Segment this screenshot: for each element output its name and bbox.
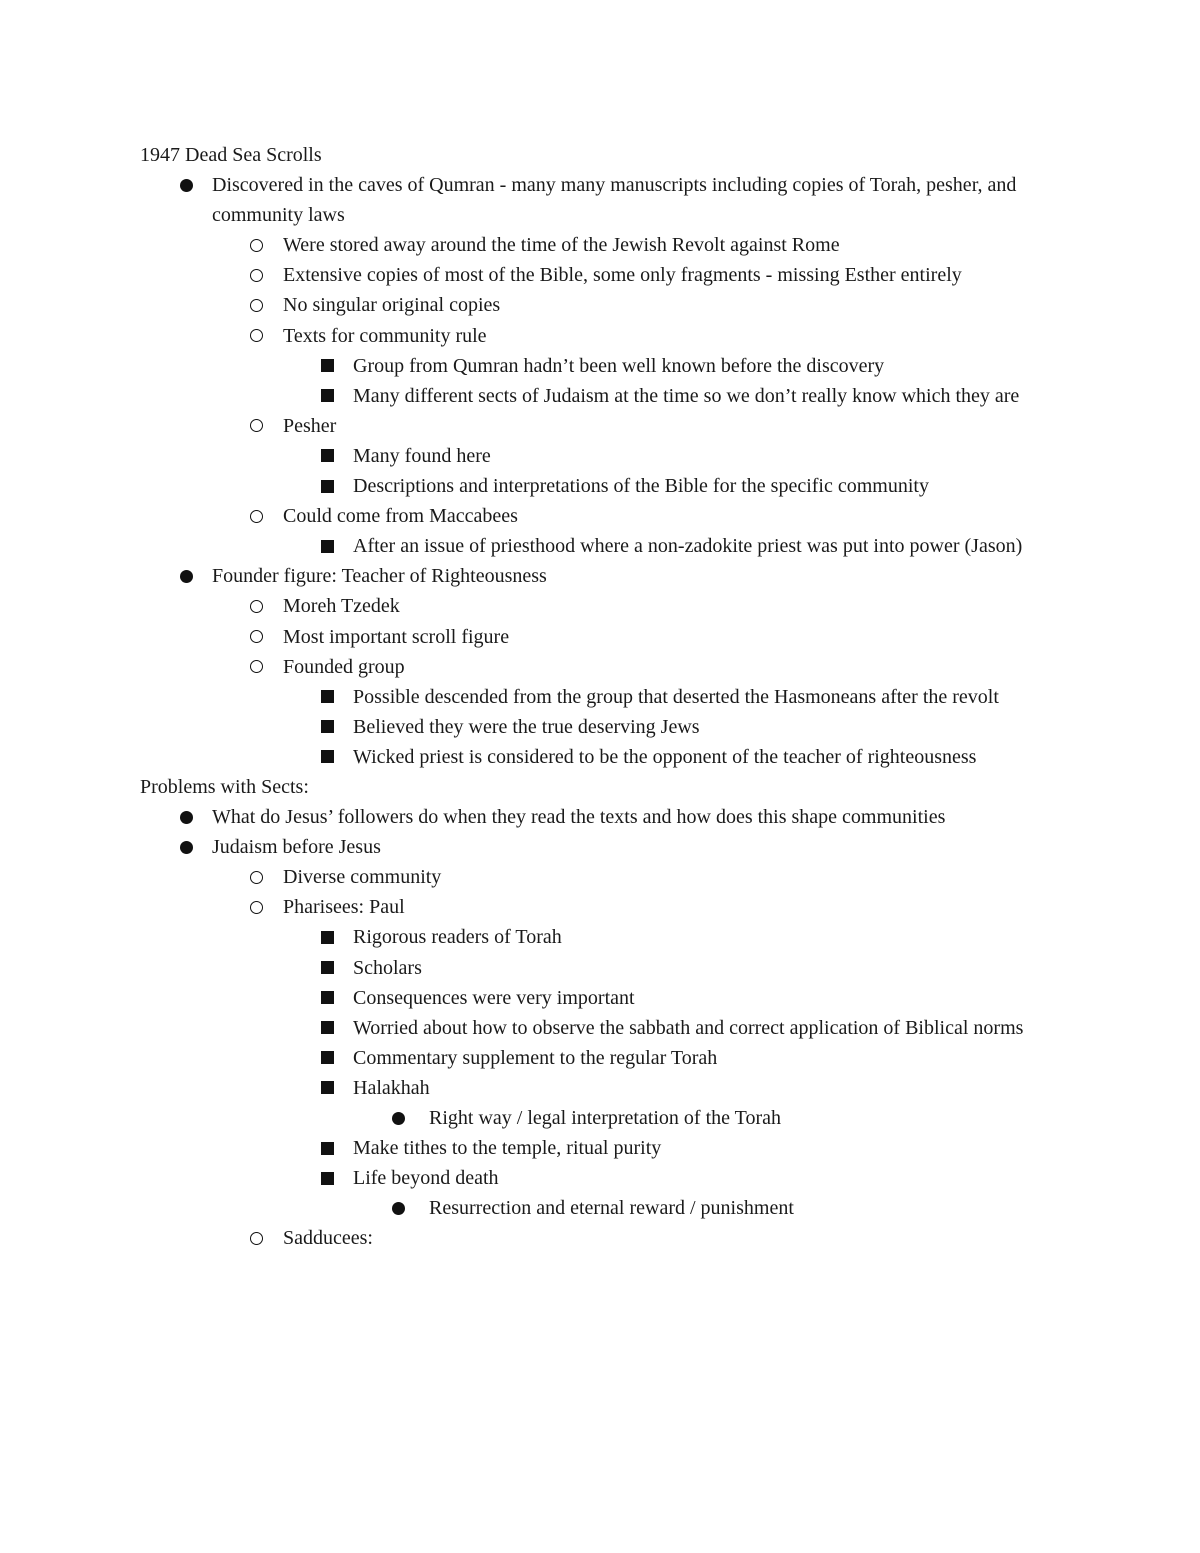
list-item-text: Scholars xyxy=(353,956,422,979)
list-item xyxy=(140,892,1060,922)
list-item-text: Most important scroll figure xyxy=(283,625,510,648)
square-bullet-icon xyxy=(321,381,334,411)
list-item-text: Wicked priest is considered to be the opponent of the teacher of righteousness xyxy=(353,745,977,768)
hollow-bullet-icon xyxy=(250,622,263,652)
square-bullet-icon xyxy=(321,1163,334,1193)
list-item xyxy=(140,712,1060,742)
list-item-text: Could come from Maccabees xyxy=(283,505,518,528)
hollow-bullet-icon xyxy=(250,1223,263,1253)
list-item-text: Possible descended from the group that deserted the Hasmoneans after the revolt xyxy=(353,685,999,708)
filled-bullet-icon xyxy=(180,561,193,591)
list-item-text: Worried about how to observe the sabbath and correct application of Biblical norms xyxy=(353,1016,1024,1039)
square-bullet-icon xyxy=(321,531,334,561)
list-item-text: What do Jesus’ followers do when they read the texts and how does this shape communities xyxy=(212,806,946,829)
list-item xyxy=(140,1193,1060,1223)
list-item xyxy=(140,1013,1060,1043)
filled-bullet-icon xyxy=(180,170,193,200)
hollow-bullet-icon xyxy=(250,321,263,351)
list-item-text: Extensive copies of most of the Bible, some only fragments - missing Esther entirely xyxy=(283,264,962,287)
section-heading: Problems with Sects: xyxy=(140,775,309,798)
square-bullet-icon xyxy=(321,983,334,1013)
list-item xyxy=(140,351,1060,381)
filled-bullet-icon xyxy=(392,1193,405,1223)
list-item xyxy=(140,411,1060,441)
list-item-text: Founder figure: Teacher of Righteousness xyxy=(212,565,547,588)
list-item xyxy=(140,1073,1060,1103)
list-item xyxy=(140,381,1060,411)
list-item-text: Rigorous readers of Torah xyxy=(353,926,562,949)
list-item xyxy=(140,321,1060,351)
list-item xyxy=(140,1163,1060,1193)
notes-content xyxy=(140,140,1060,1253)
list-item xyxy=(140,260,1060,290)
square-bullet-icon xyxy=(321,953,334,983)
list-item-text: Were stored away around the time of the Jewish Revolt against Rome xyxy=(283,234,840,257)
hollow-bullet-icon xyxy=(250,862,263,892)
list-item-text: Life beyond death xyxy=(353,1167,499,1190)
list-item xyxy=(140,622,1060,652)
square-bullet-icon xyxy=(321,441,334,471)
square-bullet-icon xyxy=(321,1133,334,1163)
square-bullet-icon xyxy=(321,1073,334,1103)
list-item xyxy=(140,832,1060,862)
list-item xyxy=(140,290,1060,320)
square-bullet-icon xyxy=(321,682,334,712)
hollow-bullet-icon xyxy=(250,591,263,621)
list-item-text: Many different sects of Judaism at the time so we don’t really know which they are xyxy=(353,384,1020,407)
hollow-bullet-icon xyxy=(250,892,263,922)
list-item xyxy=(140,441,1060,471)
list-item-text: Moreh Tzedek xyxy=(283,595,400,618)
filled-bullet-icon xyxy=(180,802,193,832)
list-item-text: Resurrection and eternal reward / punishment xyxy=(429,1197,794,1220)
list-item-text: Founded group xyxy=(283,655,405,678)
list-item xyxy=(140,531,1060,561)
list-item xyxy=(140,862,1060,892)
list-item xyxy=(140,1043,1060,1073)
hollow-bullet-icon xyxy=(250,230,263,260)
list-item-text: Descriptions and interpretations of the Bible for the specific community xyxy=(353,475,929,498)
list-item-text: Pharisees: Paul xyxy=(283,896,405,919)
square-bullet-icon xyxy=(321,712,334,742)
list-item-text: Judaism before Jesus xyxy=(212,836,381,859)
list-item xyxy=(140,682,1060,712)
list-item xyxy=(140,501,1060,531)
list-item xyxy=(140,230,1060,260)
list-item-text: Pesher xyxy=(283,414,337,437)
filled-bullet-icon xyxy=(180,832,193,862)
hollow-bullet-icon xyxy=(250,290,263,320)
hollow-bullet-icon xyxy=(250,411,263,441)
list-item xyxy=(140,591,1060,621)
list-item xyxy=(140,742,1060,772)
list-item-text: Discovered in the caves of Qumran - many many manuscripts including copies of Torah, pesher, and community laws xyxy=(212,174,1017,227)
square-bullet-icon xyxy=(321,1043,334,1073)
list-item-text: Commentary supplement to the regular Torah xyxy=(353,1046,718,1069)
list-item-text: Right way / legal interpretation of the Torah xyxy=(429,1107,782,1129)
list-item-text: Texts for community rule xyxy=(283,324,487,347)
list-item-text: Group from Qumran hadn’t been well known before the discovery xyxy=(353,354,885,377)
hollow-bullet-icon xyxy=(250,260,263,290)
square-bullet-icon xyxy=(321,351,334,381)
list-item-text: No singular original copies xyxy=(283,294,501,317)
hollow-bullet-icon xyxy=(250,652,263,682)
list-item xyxy=(140,922,1060,952)
list-item xyxy=(140,953,1060,983)
list-item-text: Make tithes to the temple, ritual purity xyxy=(353,1137,662,1160)
list-item xyxy=(140,561,1060,591)
list-item-text: Diverse community xyxy=(283,866,442,889)
list-item xyxy=(140,1223,1060,1253)
list-item xyxy=(140,652,1060,682)
list-item-text: Halakhah xyxy=(353,1076,430,1099)
hollow-bullet-icon xyxy=(250,501,263,531)
list-item xyxy=(140,170,1060,230)
list-item xyxy=(140,471,1060,501)
list-item xyxy=(140,1133,1060,1163)
list-item-text: Believed they were the true deserving Jews xyxy=(353,715,700,738)
list-item xyxy=(140,1103,1060,1133)
square-bullet-icon xyxy=(321,742,334,772)
list-item xyxy=(140,983,1060,1013)
square-bullet-icon xyxy=(321,471,334,501)
list-item-text: Consequences were very important xyxy=(353,986,635,1009)
list-item-text: Many found here xyxy=(353,444,491,467)
square-bullet-icon xyxy=(321,922,334,952)
list-item-text: After an issue of priesthood where a non-zadokite priest was put into power (Jason) xyxy=(353,535,1023,558)
square-bullet-icon xyxy=(321,1013,334,1043)
section-heading: 1947 Dead Sea Scrolls xyxy=(140,144,322,166)
list-item xyxy=(140,802,1060,832)
filled-bullet-icon xyxy=(392,1103,405,1133)
list-item-text: Sadducees: xyxy=(283,1227,373,1250)
